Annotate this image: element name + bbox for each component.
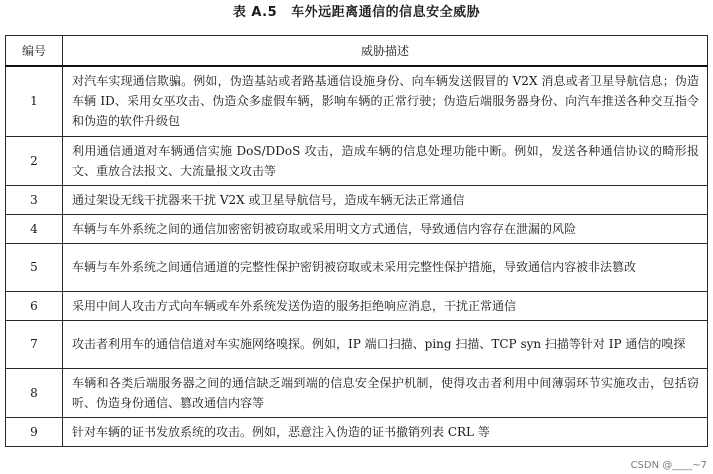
csdn-watermark: CSDN @____~7 — [630, 460, 707, 471]
table-row — [6, 214, 708, 243]
table-row — [6, 320, 708, 368]
table-title — [0, 2, 713, 24]
table-row — [6, 243, 708, 291]
table-row — [6, 291, 708, 320]
row-no: 7 — [6, 320, 63, 368]
row-no: 5 — [6, 243, 63, 291]
row-desc: 针对车辆的证书发放系统的攻击。例如，恶意注入伪造的证书撤销列表 CRL 等 — [63, 417, 708, 446]
table-row — [6, 136, 708, 185]
row-no: 2 — [6, 136, 63, 185]
table-row — [6, 66, 708, 136]
table-number: 表 A.5 — [232, 5, 278, 20]
row-desc: 采用中间人攻击方式向车辆或车外系统发送伪造的服务拒绝响应消息，干扰正常通信 — [63, 291, 708, 320]
row-no: 8 — [6, 368, 63, 417]
table-caption: 车外远距离通信的信息安全威胁 — [291, 5, 481, 20]
row-no: 6 — [6, 291, 63, 320]
row-desc: 利用通信通道对车辆通信实施 DoS/DDoS 攻击，造成车辆的信息处理功能中断。例如，发送各种通信协议的畸形报文、重放合法报文、大流量报文攻击等 — [63, 136, 708, 185]
row-desc: 对汽车实现通信欺骗。例如，伪造基站或者路基通信设施身份、向车辆发送假冒的 V2X 消息或者卫星导航信息；伪造车辆 ID、采用女巫攻击、伪造众多虚假车辆，影响车辆的正常行驶；伪造后端服务器身份、向汽车推送各种交互指令和伪造的软件升级包 — [63, 66, 708, 136]
row-no: 1 — [6, 66, 63, 136]
threat-table — [5, 35, 708, 447]
row-desc: 车辆与车外系统之间通信通道的完整性保护密钥被窃取或未采用完整性保护措施，导致通信内容被非法篡改 — [63, 243, 708, 291]
row-no: 4 — [6, 214, 63, 243]
header-no: 编号 — [6, 36, 63, 67]
header-desc: 威胁描述 — [63, 36, 708, 67]
table-header-row — [6, 36, 708, 67]
row-desc: 车辆与车外系统之间的通信加密密钥被窃取或采用明文方式通信，导致通信内容存在泄漏的风险 — [63, 214, 708, 243]
row-desc: 攻击者利用车的通信信道对车实施网络嗅探。例如，IP 端口扫描、ping 扫描、TCP syn 扫描等针对 IP 通信的嗅探 — [63, 320, 708, 368]
table-row — [6, 368, 708, 417]
table-row — [6, 185, 708, 214]
row-desc: 通过架设无线干扰器来干扰 V2X 或卫星导航信号，造成车辆无法正常通信 — [63, 185, 708, 214]
row-desc: 车辆和各类后端服务器之间的通信缺乏端到端的信息安全保护机制，使得攻击者利用中间薄弱环节实施攻击，包括窃听、伪造身份通信、篡改通信内容等 — [63, 368, 708, 417]
table-row — [6, 417, 708, 446]
row-no: 3 — [6, 185, 63, 214]
row-no: 9 — [6, 417, 63, 446]
